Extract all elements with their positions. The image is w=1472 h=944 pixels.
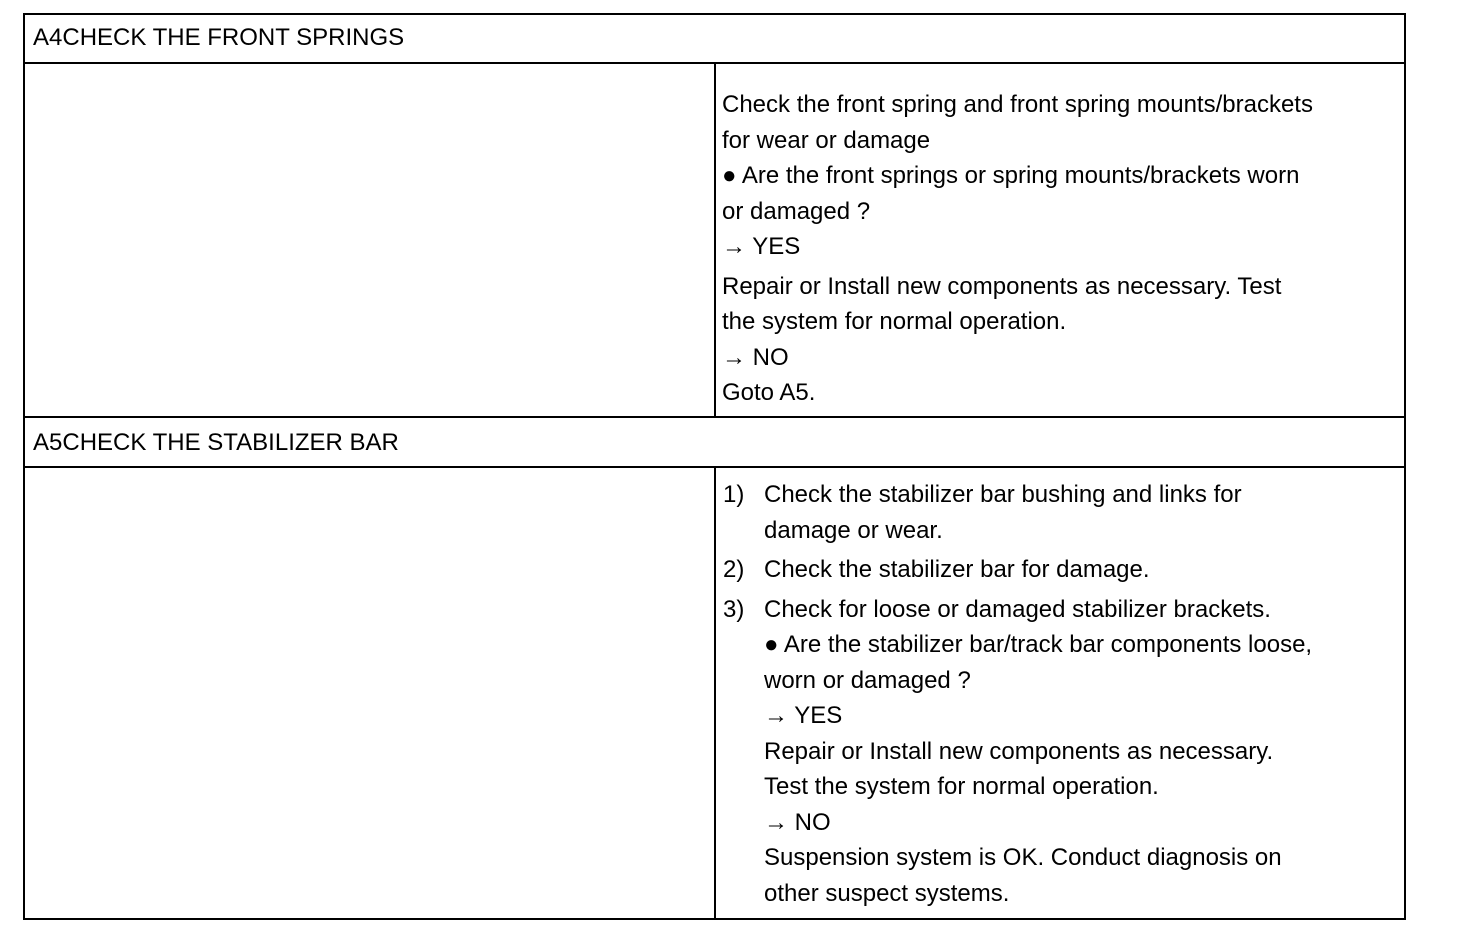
question-line: ● Are the front springs or spring mounts/brackets worn (722, 162, 1300, 189)
question-line: or damaged ? (722, 197, 871, 225)
section-a4-header: A4CHECK THE FRONT SPRINGS (33, 24, 405, 51)
column-divider (714, 467, 716, 919)
yes-label: → YES (764, 702, 843, 729)
diagnostic-table (23, 13, 1406, 920)
section-a5-left-cell (25, 468, 714, 918)
section-a5-header: A5CHECK THE STABILIZER BAR (33, 429, 399, 456)
section-a5-body (723, 477, 1313, 911)
yes-action-line: Test the system for normal operation. (764, 773, 1159, 800)
question-line: ● Are the stabilizer bar/track bar components loose, (764, 631, 1313, 658)
no-action-line: Suspension system is OK. Conduct diagnosis on (764, 844, 1282, 871)
no-label: → NO (764, 808, 831, 836)
section-a4-body (722, 87, 1313, 411)
yes-label: → YES (722, 233, 801, 260)
yes-action-line: the system for normal operation. (722, 308, 1067, 335)
step-line: Check the stabilizer bar for damage. (764, 556, 1150, 583)
step-line: Check for loose or damaged stabilizer brackets. (764, 595, 1271, 623)
body-line: Check the front spring and front spring mounts/brackets (722, 91, 1313, 118)
step-line: Check the stabilizer bar bushing and links for (764, 481, 1242, 508)
step-line: damage or wear. (764, 516, 943, 544)
no-action-line: Goto A5. (722, 379, 816, 406)
column-divider (714, 63, 716, 417)
yes-action-line: Repair or Install new components as necessary. (764, 737, 1274, 765)
step-number: 1) (723, 481, 745, 508)
question-line: worn or damaged ? (764, 666, 971, 694)
yes-action-line: Repair or Install new components as necessary. Test (722, 272, 1282, 300)
section-a4-left-cell (25, 64, 714, 416)
no-label: → NO (722, 343, 789, 371)
body-line: for wear or damage (722, 126, 931, 154)
step-number: 2) (723, 556, 745, 583)
step-number: 3) (723, 595, 745, 623)
step-item (723, 592, 1313, 912)
step-item (723, 477, 1312, 548)
no-action-line: other suspect systems. (764, 879, 1010, 907)
step-item (723, 552, 1312, 588)
